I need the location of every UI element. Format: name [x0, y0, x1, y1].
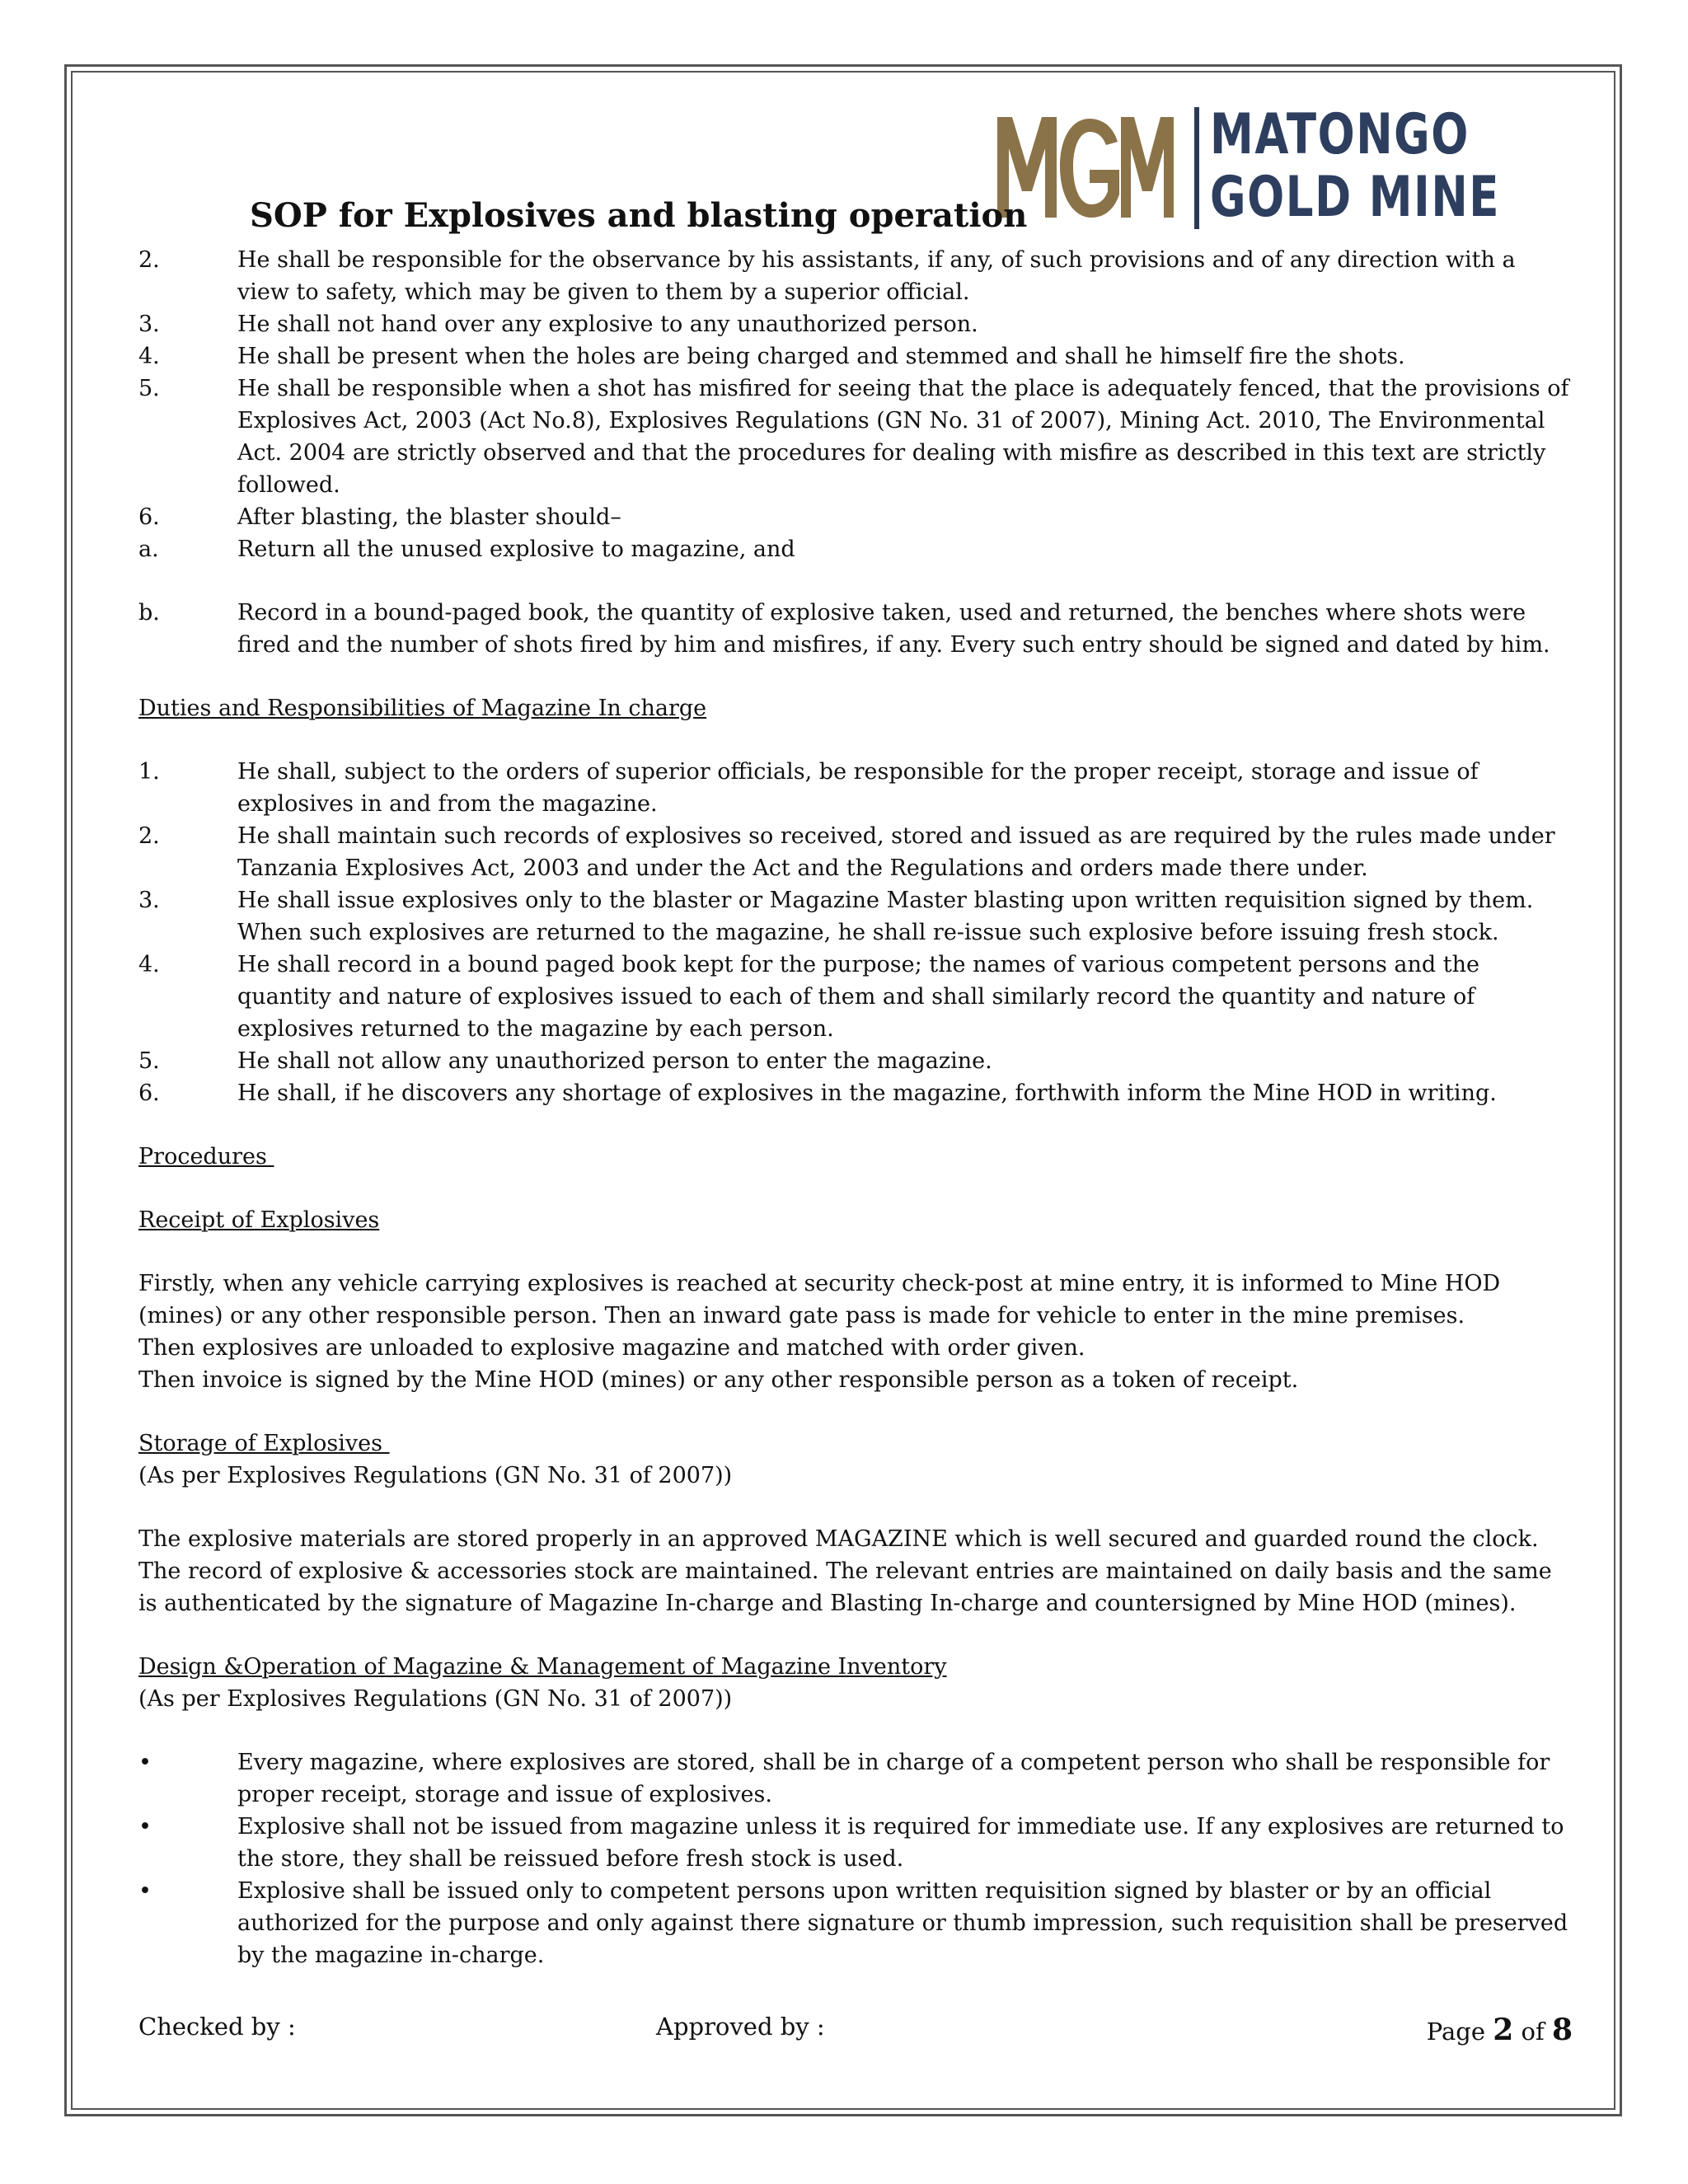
list-item-text: He shall record in a bound paged book kept for the purpose; the names of various competent persons and the quantity and nature of explosives issued to each of them and shall similarly record the quantity and nature of explosives returned to the magazine by each person. — [237, 952, 1479, 1042]
page-current: 2 — [1493, 2013, 1514, 2047]
receipt-line: Then invoice is signed by the Mine HOD (mines) or any other responsible person as a token of receipt. — [138, 1367, 1299, 1393]
receipt-heading: Receipt of Explosives — [138, 1207, 380, 1233]
list-item-text: He shall, if he discovers any shortage of explosives in the magazine, forthwith inform the Mine HOD in writing. — [237, 1080, 1497, 1106]
list-item — [138, 1875, 1573, 1971]
list-item-number: b. — [138, 600, 160, 626]
list-item-text: Every magazine, where explosives are stored, shall be in charge of a competent person who shall be responsible for proper receipt, storage and issue of explosives. — [237, 1750, 1550, 1807]
magazine-duties-heading: Duties and Responsibilities of Magazine In charge — [138, 696, 707, 721]
list-item-text: He shall be responsible for the observance by his assistants, if any, of such provisions and of any direction with a view to safety, which may be given to them by a superior official. — [237, 247, 1516, 305]
list-item — [138, 533, 1573, 565]
page-of: of — [1521, 2018, 1545, 2046]
page-total: 8 — [1551, 2013, 1573, 2047]
list-item-text: He shall be present when the holes are being charged and stemmed and shall he himself fire the shots. — [237, 344, 1405, 369]
list-item — [138, 373, 1573, 501]
list-item-number: 5. — [138, 1048, 160, 1074]
list-item-text: After blasting, the blaster should– — [237, 504, 621, 530]
list-item — [138, 340, 1573, 373]
logo-divider — [1194, 107, 1199, 229]
list-item-number: • — [138, 1750, 152, 1775]
list-item — [138, 1045, 1573, 1077]
list-item-number: • — [138, 1814, 152, 1840]
list-item-number: • — [138, 1878, 152, 1904]
list-item — [138, 597, 1573, 661]
list-item-text: Explosive shall be issued only to competent persons upon written requisition signed by blaster or by an official authorized for the purpose and only against there signature or thumb impression, such requisition shall be preserved by the magazine in-charge. — [237, 1878, 1568, 1968]
receipt-line: Firstly, when any vehicle carrying explosives is reached at security check-post at mine entry, it is informed to Mine HOD (mines) or any other responsible person. Then an inward gate pass is made for vehicle to enter in the mine premises. — [138, 1271, 1501, 1329]
procedures-heading: Procedures — [138, 1144, 274, 1169]
magazine-rules-list — [138, 1746, 1573, 1971]
storage-reference: (As per Explosives Regulations (GN No. 31 of 2007)) — [138, 1463, 733, 1488]
list-item — [138, 884, 1573, 949]
list-item — [138, 1077, 1573, 1109]
list-item-number: 6. — [138, 504, 160, 530]
list-item — [138, 820, 1573, 884]
list-item-text: He shall not allow any unauthorized person to enter the magazine. — [237, 1048, 992, 1074]
checked-by-label: Checked by : — [138, 2013, 296, 2041]
logo-line-2: GOLD MINE — [1210, 165, 1501, 230]
page-number — [1427, 2013, 1573, 2047]
document-body — [138, 244, 1573, 1971]
list-item — [138, 308, 1573, 340]
list-item — [138, 949, 1573, 1045]
logo-text — [1210, 104, 1500, 229]
list-item-text: He shall, subject to the orders of superior officials, be responsible for the proper receipt, storage and issue of explosives in and from the magazine. — [237, 759, 1479, 817]
list-item-number: 4. — [138, 952, 160, 977]
list-item-text: He shall not hand over any explosive to any unauthorized person. — [237, 312, 978, 337]
list-item-text: Explosive shall not be issued from magazine unless it is required for immediate use. If any explosives are returned to the store, they shall be reissued before fresh stock is used. — [237, 1814, 1564, 1872]
receipt-line: Then explosives are unloaded to explosive magazine and matched with order given. — [138, 1335, 1085, 1361]
list-item-number: 4. — [138, 344, 160, 369]
page-label: Page — [1426, 2018, 1486, 2046]
list-item — [138, 244, 1573, 308]
list-item — [138, 1811, 1573, 1875]
list-item-text: Return all the unused explosive to magazine, and — [237, 537, 795, 562]
list-item-number: 2. — [138, 247, 160, 273]
list-item-number: a. — [138, 537, 159, 562]
design-heading: Design &Operation of Magazine & Management of Magazine Inventory — [138, 1654, 947, 1680]
list-item-number: 5. — [138, 376, 160, 401]
list-item-text: He shall issue explosives only to the blaster or Magazine Master blasting upon written requisition signed by them. When such explosives are returned to the magazine, he shall re-issue such explosive before issuing fresh stock. — [237, 888, 1534, 945]
list-item — [138, 1746, 1573, 1811]
list-item-number: 3. — [138, 312, 160, 337]
company-logo — [994, 99, 1501, 231]
list-item-number: 3. — [138, 888, 160, 913]
list-item — [138, 756, 1573, 820]
blaster-duties-list — [138, 244, 1573, 661]
page-footer — [138, 2013, 1573, 2054]
design-reference: (As per Explosives Regulations (GN No. 31 of 2007)) — [138, 1686, 733, 1712]
list-item-text: Record in a bound-paged book, the quantity of explosive taken, used and returned, the benches where shots were fired and the number of shots fired by him and misfires, if any. Every such entry should be signed and dated by him. — [237, 600, 1550, 658]
list-item-text: He shall maintain such records of explosives so received, stored and issued as are required by the rules made under Tanzania Explosives Act, 2003 and under the Act and the Regulations and orders made there under. — [237, 823, 1555, 881]
list-item-text: He shall be responsible when a shot has misfired for seeing that the place is adequately fenced, that the provisions of Explosives Act, 2003 (Act No.8), Explosives Regulations (GN No. 31 of 2007), Mining Act. 2010, The Environmental Act. 2004 are strictly observed and that the procedures for dealing with misfire as described in this text are strictly followed. — [237, 376, 1569, 498]
list-item-number: 2. — [138, 823, 160, 849]
list-item — [138, 501, 1573, 533]
storage-heading: Storage of Explosives — [138, 1431, 390, 1456]
receipt-paragraph — [138, 1268, 1573, 1396]
document-title: SOP for Explosives and blasting operation — [250, 196, 1028, 235]
list-item-number: 1. — [138, 759, 160, 785]
magazine-duties-list — [138, 756, 1573, 1109]
list-item-number: 6. — [138, 1080, 160, 1106]
approved-by-label: Approved by : — [656, 2013, 825, 2041]
storage-paragraph: The explosive materials are stored properly in an approved MAGAZINE which is well secured and guarded round the clock. The record of explosive & accessories stock are maintained. The relevant entries are maintained on daily basis and the same is authenticated by the signature of Magazine In-charge and Blasting In-charge and countersigned by Mine HOD (mines). — [138, 1526, 1552, 1616]
logo-line-1: MATONGO — [1210, 102, 1470, 167]
